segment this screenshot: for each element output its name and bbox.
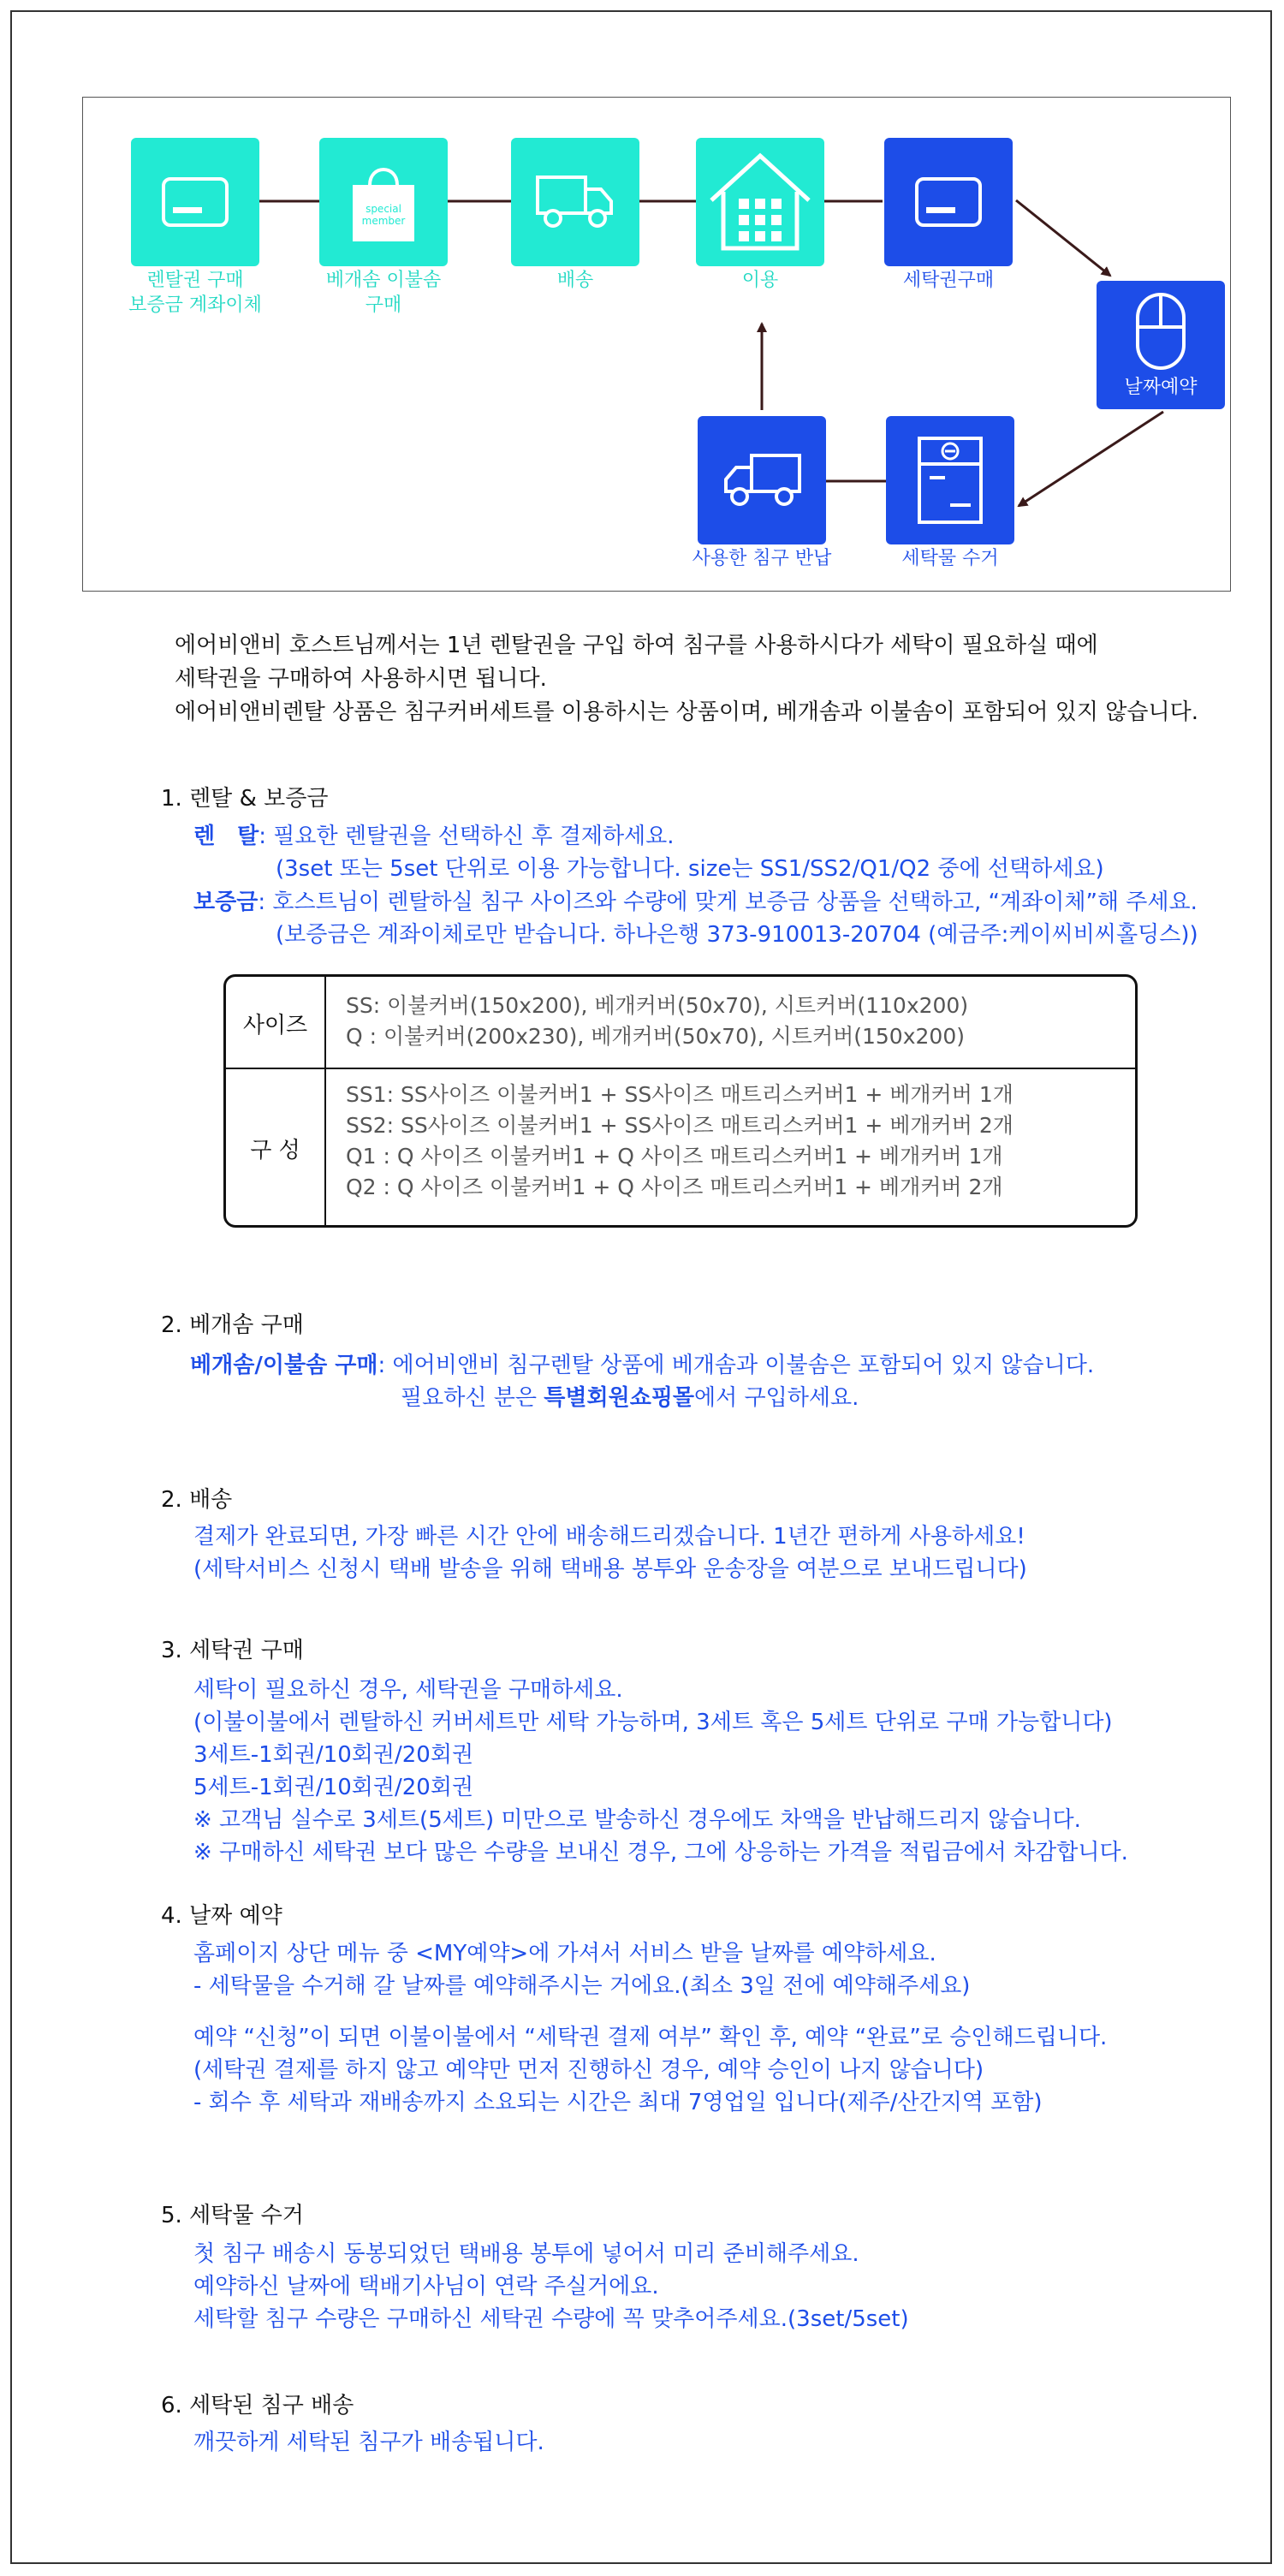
pillow-text: : 에어비앤비 침구렌탈 상품에 베개솜과 이불솜은 포함되어 있지 않습니다.: [377, 1353, 1095, 1378]
pickup-text: 첫 침구 배송시 동봉되었던 택배용 봉투에 넣어서 미리 준비해주세요. 예약하신 날짜에 택배기사님이 연락 주실거에요. 세탁할 침구 수량은 구매하신 세탁권 수량에 꼭 맞추어주세요.(3set/5set): [193, 2241, 909, 2332]
flow-label-laundry-ticket: 세탁권구매: [902, 270, 995, 291]
pillow-label: 베개솜/이불솜 구매: [190, 1353, 378, 1378]
credit-card-icon: [914, 176, 983, 228]
intro-line: 세탁권을 구매하여 사용하시면 됩니다.: [175, 666, 547, 692]
deposit-label: 보증금: [193, 889, 259, 915]
shopping-bag-icon: [348, 159, 419, 245]
reservation-text-a: 홈페이지 상단 메뉴 중 <MY예약>에 가셔서 서비스 받을 날짜를 예약하세요. - 세탁물을 수거해 갈 날짜를 예약해주시는 거에요.(최소 3일 전에 예약해주세요): [193, 1941, 971, 1999]
flow-node-pillow: [319, 138, 448, 266]
rental-line: [193, 820, 675, 853]
special-member-mall-link[interactable]: 특별회원쇼핑몰: [544, 1385, 695, 1411]
flow-node-return: [698, 416, 826, 544]
flow-label-rental: 렌탈권 구매 보증금 계좌이체: [128, 270, 262, 316]
flow-node-delivery: [511, 138, 639, 266]
composition-header: 구 성: [250, 1138, 300, 1163]
section-title-pickup: 5. 세탁물 수거: [161, 2203, 304, 2228]
reservation-text-b: 예약 “신청”이 되면 이불이불에서 “세탁권 결제 여부” 확인 후, 예약 “완료”로 승인해드립니다. (세탁권 결제를 하지 않고 예약만 먼저 진행하신 경우, 예약 승인이 나지 않습니다) - 회수 후 세탁과 재배송까지 소요되는 시간은 최대 7영업일 입니다(제주/산간지역 포함): [193, 2025, 1108, 2115]
flow-label-usage: 이용: [741, 270, 779, 291]
section-title-date-reservation: 4. 날짜 예약: [161, 1903, 282, 1929]
delivery-text: 결제가 완료되면, 가장 빠른 시간 안에 배송해드리겠습니다. 1년간 편하게 사용하세요! (세탁서비스 신청시 택배 발송을 위해 택배용 봉투와 운송장을 여분으로 보내드립니다): [193, 1524, 1027, 1582]
connector-arrow: [1019, 412, 1163, 506]
flow-node-laundry-ticket: [884, 138, 1013, 266]
size-values: SS: 이불커버(150x200), 베개커버(50x70), 시트커버(110x200) Q : 이불커버(200x230), 베개커버(50x70), 시트커버(150x200): [346, 993, 969, 1049]
section-title-laundry-ticket: 3. 세탁권 구매: [161, 1638, 304, 1663]
intro-line: 에어비앤비 호스트님께서는 1년 렌탈권을 구입 하여 침구를 사용하시다가 세탁이 필요하실 때에: [175, 633, 1098, 658]
deposit-subtext: (보증금은 계좌이체로만 받습니다. 하나은행 373-910013-20704 (예금주:케이씨비씨홀딩스)): [276, 922, 1198, 948]
section-title-rental: 1. 렌탈 & 보증금: [161, 786, 329, 812]
washing-machine-icon: [916, 435, 984, 526]
credit-card-icon: [161, 176, 229, 228]
intro-paragraph: [175, 629, 1198, 729]
composition-values: SS1: SS사이즈 이불커버1 + SS사이즈 매트리스커버1 + 베개커버 1개 SS2: SS사이즈 이불커버1 + SS사이즈 매트리스커버1 + 베개커버 2개 Q1 : Q 사이즈 이불커버1 + Q 사이즈 매트리스커버1 + 베개커버 1개 Q2 : Q 사이즈 이불커버1 + Q 사이즈 매트리스커버1 + 베개커버 2개: [346, 1082, 1014, 1199]
size-spec-table: [223, 974, 1138, 1228]
flow-label-return: 사용한 침구 반납: [692, 548, 832, 569]
flow-label-delivery: 배송: [556, 270, 594, 291]
delivery-truck-icon: [534, 172, 616, 232]
deposit-text: : 호스트님이 렌탈하실 침구 사이즈와 수량에 맞게 보증금 상품을 선택하고, “계좌이체”해 주세요.: [258, 889, 1198, 915]
connector-arrow: [1016, 200, 1110, 276]
section-title-pillow: 2. 베개솜 구매: [161, 1312, 304, 1338]
section-title-return-delivery: 6. 세탁된 침구 배송: [161, 2393, 354, 2418]
flow-node-date-reservation: [1097, 281, 1225, 409]
flow-label-date-reservation: 날짜예약: [1124, 377, 1198, 398]
delivery-truck-icon: [721, 450, 803, 510]
flow-node-usage: [696, 138, 824, 266]
rental-label: 렌 탈: [193, 824, 259, 849]
rental-text: : 필요한 렌탈권을 선택하신 후 결제하세요.: [259, 824, 675, 849]
laundry-ticket-text: 세탁이 필요하신 경우, 세탁권을 구매하세요. (이불이불에서 렌탈하신 커버세트만 세탁 가능하며, 3세트 혹은 5세트 단위로 구매 가능합니다) 3세트-1회권/10회권/20회권 5세트-1회권/10회권/20회권 ※ 고객님 실수로 3세트(5세트) 미만으로 발송하신 경우에도 차액을 반납해드리지 않습니다. ※ 구매하신 세탁권 보다 많은 수량을 보내신 경우, 그에 상응하는 가격을 적립금에서 차감합니다.: [193, 1677, 1128, 1865]
house-icon: [704, 151, 816, 253]
svg-text:special: special: [366, 203, 401, 215]
intro-line: 에어비앤비렌탈 상품은 침구커버세트를 이용하시는 상품이며, 베개솜과 이불솜이 포함되어 있지 않습니다.: [175, 699, 1199, 725]
svg-text:member: member: [361, 215, 406, 227]
size-header: 사이즈: [242, 1013, 308, 1038]
flow-node-rental: [131, 138, 259, 266]
pillow-line: [190, 1349, 1094, 1382]
deposit-line: [193, 886, 1198, 919]
flow-node-pickup: [886, 416, 1014, 544]
rental-subtext: (3set 또는 5set 단위로 이용 가능합니다. size는 SS1/SS2/Q1/Q2 중에 선택하세요): [276, 856, 1104, 882]
return-delivery-text: 깨끗하게 세탁된 침구가 배송됩니다.: [193, 2430, 544, 2455]
section-title-delivery: 2. 배송: [161, 1487, 233, 1513]
mouse-icon: [1131, 289, 1191, 375]
pillow-line-2: 필요하신 분은 특별회원쇼핑몰에서 구입하세요.: [401, 1385, 859, 1411]
flow-label-pickup: 세탁물 수거: [901, 548, 999, 569]
process-flow-diagram: [82, 97, 1231, 592]
flow-label-pillow: 베개솜 이불솜 구매: [325, 270, 442, 316]
